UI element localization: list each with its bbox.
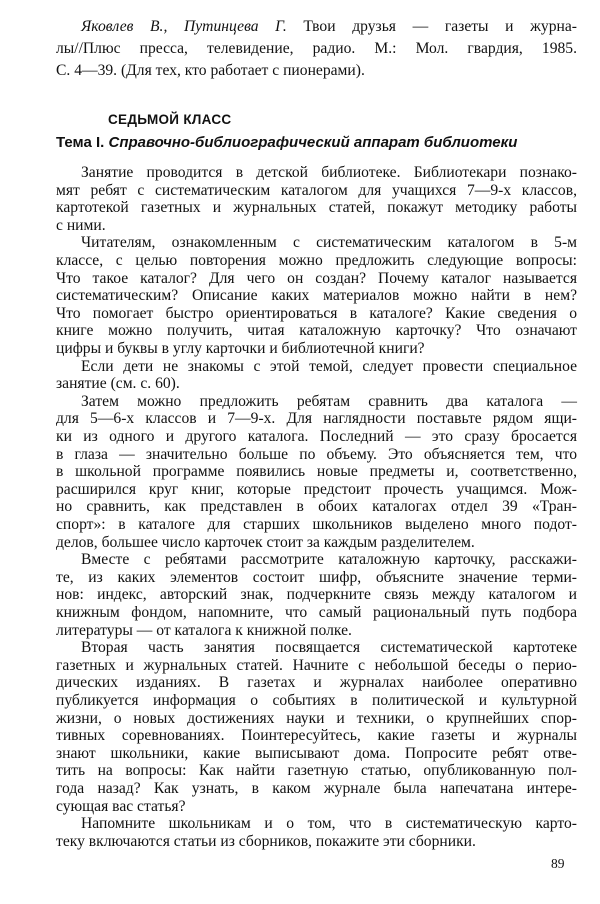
text-line: с ними. xyxy=(56,216,106,234)
text-line: занятие (см. с. 60). xyxy=(56,375,180,393)
text-line: Напомните школьникам и о том, что в систематическую карто- xyxy=(81,815,577,833)
text-line: Что такое каталог? Для чего он создан? Почему каталог называется xyxy=(56,269,577,287)
text-line: дических изданиях. В газетах и журналах наиболее оперативно xyxy=(56,674,577,692)
topic-heading xyxy=(56,131,517,155)
text-line: года назад? Как узнать, в каком журнале была напечатана интере- xyxy=(56,780,577,797)
text-line: Вместе с ребятами рассмотрите каталожную карточку, расскажи- xyxy=(81,551,577,569)
text-line: Занятие проводится в детской библиотеке. Библиотекари познако- xyxy=(81,164,577,181)
text-line: для 5—6-х классов и 7—9-х. Для наглядности поставьте рядом ящи- xyxy=(56,410,577,428)
topic-label: Тема I. xyxy=(56,134,105,151)
reference-line: лы//Плюс пресса, телевидение, радио. М.: Мол. гвардия, 1985. xyxy=(56,40,577,57)
text-line: тить на вопросы: Как найти газетную статью, опубликованную пол- xyxy=(56,762,577,780)
text-line: картотекой газетных и журнальных статей, покажут методику работы xyxy=(56,199,577,217)
text-line: публикуется информация о событиях в политической и культурной xyxy=(56,692,577,709)
text-line: Если дети не знакомы с этой темой, следует провести специальное xyxy=(81,357,577,375)
text-line: сующая вас статья? xyxy=(56,797,186,815)
reference-line: Яковлев В., Путинцева Г. Твои друзья — газеты и журна- xyxy=(81,18,577,35)
text-line: газетных и журнальных статей. Начните с небольшой беседы о перио- xyxy=(56,656,577,674)
page-number: 89 xyxy=(551,856,565,871)
text-line: Читателям, ознакомленным с систематическим каталогом в 5-м xyxy=(81,234,577,252)
text-line: в глаза — значительно больше по объему. Это объясняется тем, что xyxy=(56,445,577,463)
topic-title: Справочно-библиографический аппарат библиотеки xyxy=(108,134,518,151)
text-line: расширился круг книг, которые предстоит прочесть учащимся. Мож- xyxy=(56,480,577,498)
reference-authors: Яковлев В., Путинцева Г. xyxy=(81,18,287,35)
reference-line: С. 4—39. (Для тех, кто работает с пионерами). xyxy=(56,62,365,79)
text-line: теку включаются статьи из сборников, покажите эти сборники. xyxy=(56,832,476,850)
section-heading: СЕДЬМОЙ КЛАСС xyxy=(108,112,232,127)
text-line: нов: индекс, авторский знак, подчеркните связь между каталогом и xyxy=(56,586,577,604)
text-line: мят ребят с систематическим каталогом для учащихся 7—9-х классов, xyxy=(56,181,577,199)
text-line: цифры и буквы в углу карточки и библиотечной книги? xyxy=(56,340,425,357)
text-line: знают школьники, какие выписывают дома. Попросите ребят отве- xyxy=(56,744,577,762)
text-line: в школьной программе появились новые предметы и, соответственно, xyxy=(56,463,577,481)
text-line: Что помогает быстро ориентироваться в каталоге? Какие сведения о xyxy=(56,304,577,322)
text-line: те, из каких элементов состоит шифр, объясните значение терми- xyxy=(56,568,577,586)
text-line: Затем можно предложить ребятам сравнить два каталога — xyxy=(81,392,577,410)
text-line: жизни, о новых достижениях науки и техники, о крупнейших спор- xyxy=(56,709,577,727)
text-line: книге можно получить, читая каталожную карточку? Что означают xyxy=(56,322,577,340)
text-line: книжным фондом, напомните, что самый рациональный путь подбора xyxy=(56,604,577,621)
text-line: Вторая часть занятия посвящается систематической картотеке xyxy=(81,639,577,657)
text-line: но сравнить, как представлен в обоих каталогах отдел 39 «Тран- xyxy=(56,498,577,516)
text-line: классе, с целью повторения можно предложить следующие вопросы: xyxy=(56,252,577,269)
text-line: спорт»: в каталоге для старших школьников выделено много подот- xyxy=(56,516,577,533)
text-line: систематическим? Описание каких материалов можно найти в нем? xyxy=(56,287,577,305)
text-line: ки из одного и другого каталога. Последний — это сразу бросается xyxy=(56,428,577,445)
text-line: литературы — от каталога к книжной полке. xyxy=(56,621,352,639)
text-line: делов, большее число карточек стоит за каждым разделителем. xyxy=(56,533,475,551)
text-line: тивных соревнованиях. Поинтересуйтесь, какие газеты и журналы xyxy=(56,727,577,745)
